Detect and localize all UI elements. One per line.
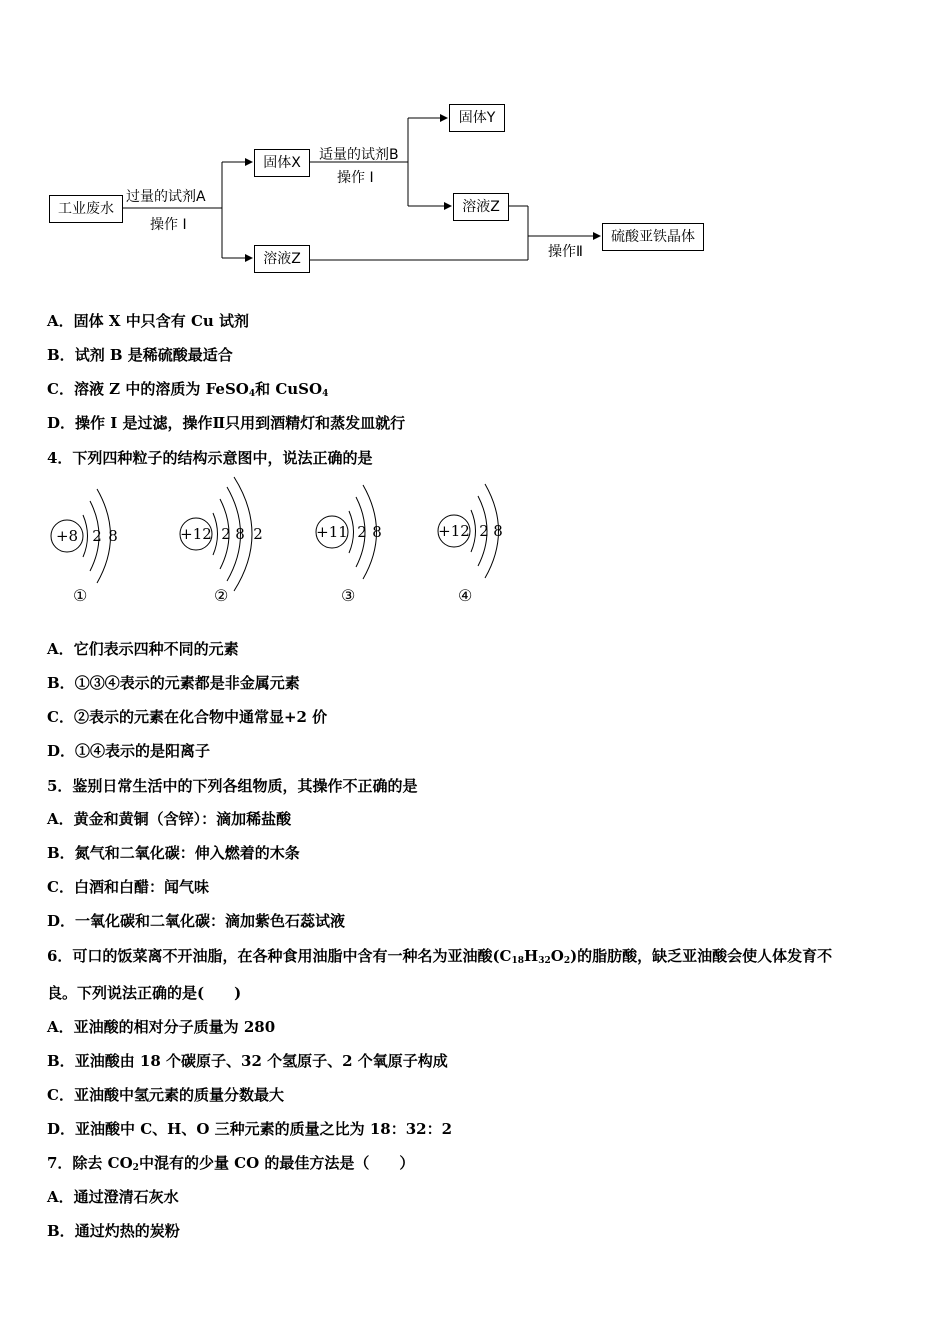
atom-1-nucleus: +8 xyxy=(55,527,79,545)
atom-4-label: ④ xyxy=(458,586,473,605)
q5-option-d: D．一氧化碳和二氧化碳：滴加紫色石蕊试液 xyxy=(47,912,346,930)
atom-2-nucleus: +12 xyxy=(180,525,212,543)
box-solution-z-bottom: 溶液Z xyxy=(254,245,310,273)
label-op2: 操作Ⅱ xyxy=(548,244,583,260)
q6-option-a: A．亚油酸的相对分子质量为 280 xyxy=(47,1018,276,1036)
atom-4-shell-2: 8 xyxy=(493,522,503,540)
q3-option-a: A．固体 X 中只含有 Cu 试剂 xyxy=(47,312,250,330)
q6-stem-line1: 6．可口的饭菜离不开油脂，在各种食用油脂中含有一种名为亚油酸$(C_{18}H_{32}O_2)$的脂肪酸，缺乏亚油酸会使人体发育不 xyxy=(47,947,833,966)
box-solid-y: 固体Y xyxy=(449,104,505,132)
atom-3 xyxy=(316,485,382,579)
atom-2-label: ② xyxy=(214,586,229,605)
box-wastewater: 工业废水 xyxy=(49,195,123,223)
flowchart xyxy=(0,0,950,300)
atom-4 xyxy=(438,484,503,578)
atom-3-shell-1: 2 xyxy=(357,523,367,541)
atom-diagrams xyxy=(0,475,950,615)
q3-option-c: C．溶液 Z 中的溶质为 FeSO$_4$和 CuSO$_4$ xyxy=(47,380,329,399)
box-solid-x: 固体X xyxy=(254,149,310,177)
label-op1-a: 操作 I xyxy=(150,217,187,233)
q4-option-c: C．②表示的元素在化合物中通常显+2 价 xyxy=(47,708,328,726)
atom-1 xyxy=(51,489,118,583)
atom-4-nucleus: +12 xyxy=(438,522,470,540)
atom-1-shell-2: 8 xyxy=(108,527,118,545)
atom-2-shell-1: 2 xyxy=(221,525,231,543)
box-crystal: 硫酸亚铁晶体 xyxy=(602,223,704,251)
q4-option-b: B．①③④表示的元素都是非金属元素 xyxy=(47,674,300,692)
box-solution-z-mid: 溶液Z xyxy=(453,193,509,221)
atom-1-label: ① xyxy=(73,586,88,605)
q3-option-b: B．试剂 B 是稀硫酸最适合 xyxy=(47,346,233,364)
q6-stem-line2: 良。下列说法正确的是( ) xyxy=(47,984,242,1002)
q4-stem: 4．下列四种粒子的结构示意图中，说法正确的是 xyxy=(47,449,373,467)
q5-option-a: A．黄金和黄铜（含锌）：滴加稀盐酸 xyxy=(47,810,292,828)
atom-3-shell-2: 8 xyxy=(372,523,382,541)
flowchart-lines xyxy=(0,0,950,300)
q4-option-d: D．①④表示的是阳离子 xyxy=(47,742,211,760)
q4-option-a: A．它们表示四种不同的元素 xyxy=(47,640,239,658)
q5-option-c: C．白酒和白醋：闻气味 xyxy=(47,878,209,896)
q5-stem: 5．鉴别日常生活中的下列各组物质，其操作不正确的是 xyxy=(47,777,418,795)
q6-option-c: C．亚油酸中氢元素的质量分数最大 xyxy=(47,1086,284,1104)
atom-2 xyxy=(180,477,263,591)
atom-3-nucleus: +11 xyxy=(316,523,348,541)
q7-option-a: A．通过澄清石灰水 xyxy=(47,1188,179,1206)
atom-2-shell-2: 8 xyxy=(235,525,245,543)
q7-option-b: B．通过灼热的炭粉 xyxy=(47,1222,180,1240)
atom-3-label: ③ xyxy=(341,586,356,605)
q6-option-d: D．亚油酸中 C、H、O 三种元素的质量之比为 18：32：2 xyxy=(47,1120,453,1138)
q3-option-d: D．操作 I 是过滤，操作Ⅱ只用到酒精灯和蒸发皿就行 xyxy=(47,414,406,432)
label-reagent-a: 过量的试剂A xyxy=(126,189,206,205)
atom-4-shell-1: 2 xyxy=(479,522,489,540)
q7-stem: 7．除去 $CO_2$中混有的少量 CO 的最佳方法是（ ） xyxy=(47,1154,415,1173)
q6-option-b: B．亚油酸由 18 个碳原子、32 个氢原子、2 个氧原子构成 xyxy=(47,1052,448,1070)
q5-option-b: B．氮气和二氧化碳：伸入燃着的木条 xyxy=(47,844,300,862)
atom-2-shell-3: 2 xyxy=(253,525,263,543)
atom-1-shell-1: 2 xyxy=(92,527,102,545)
label-reagent-b: 适量的试剂B xyxy=(319,147,399,163)
label-op1-b: 操作 I xyxy=(337,170,374,186)
